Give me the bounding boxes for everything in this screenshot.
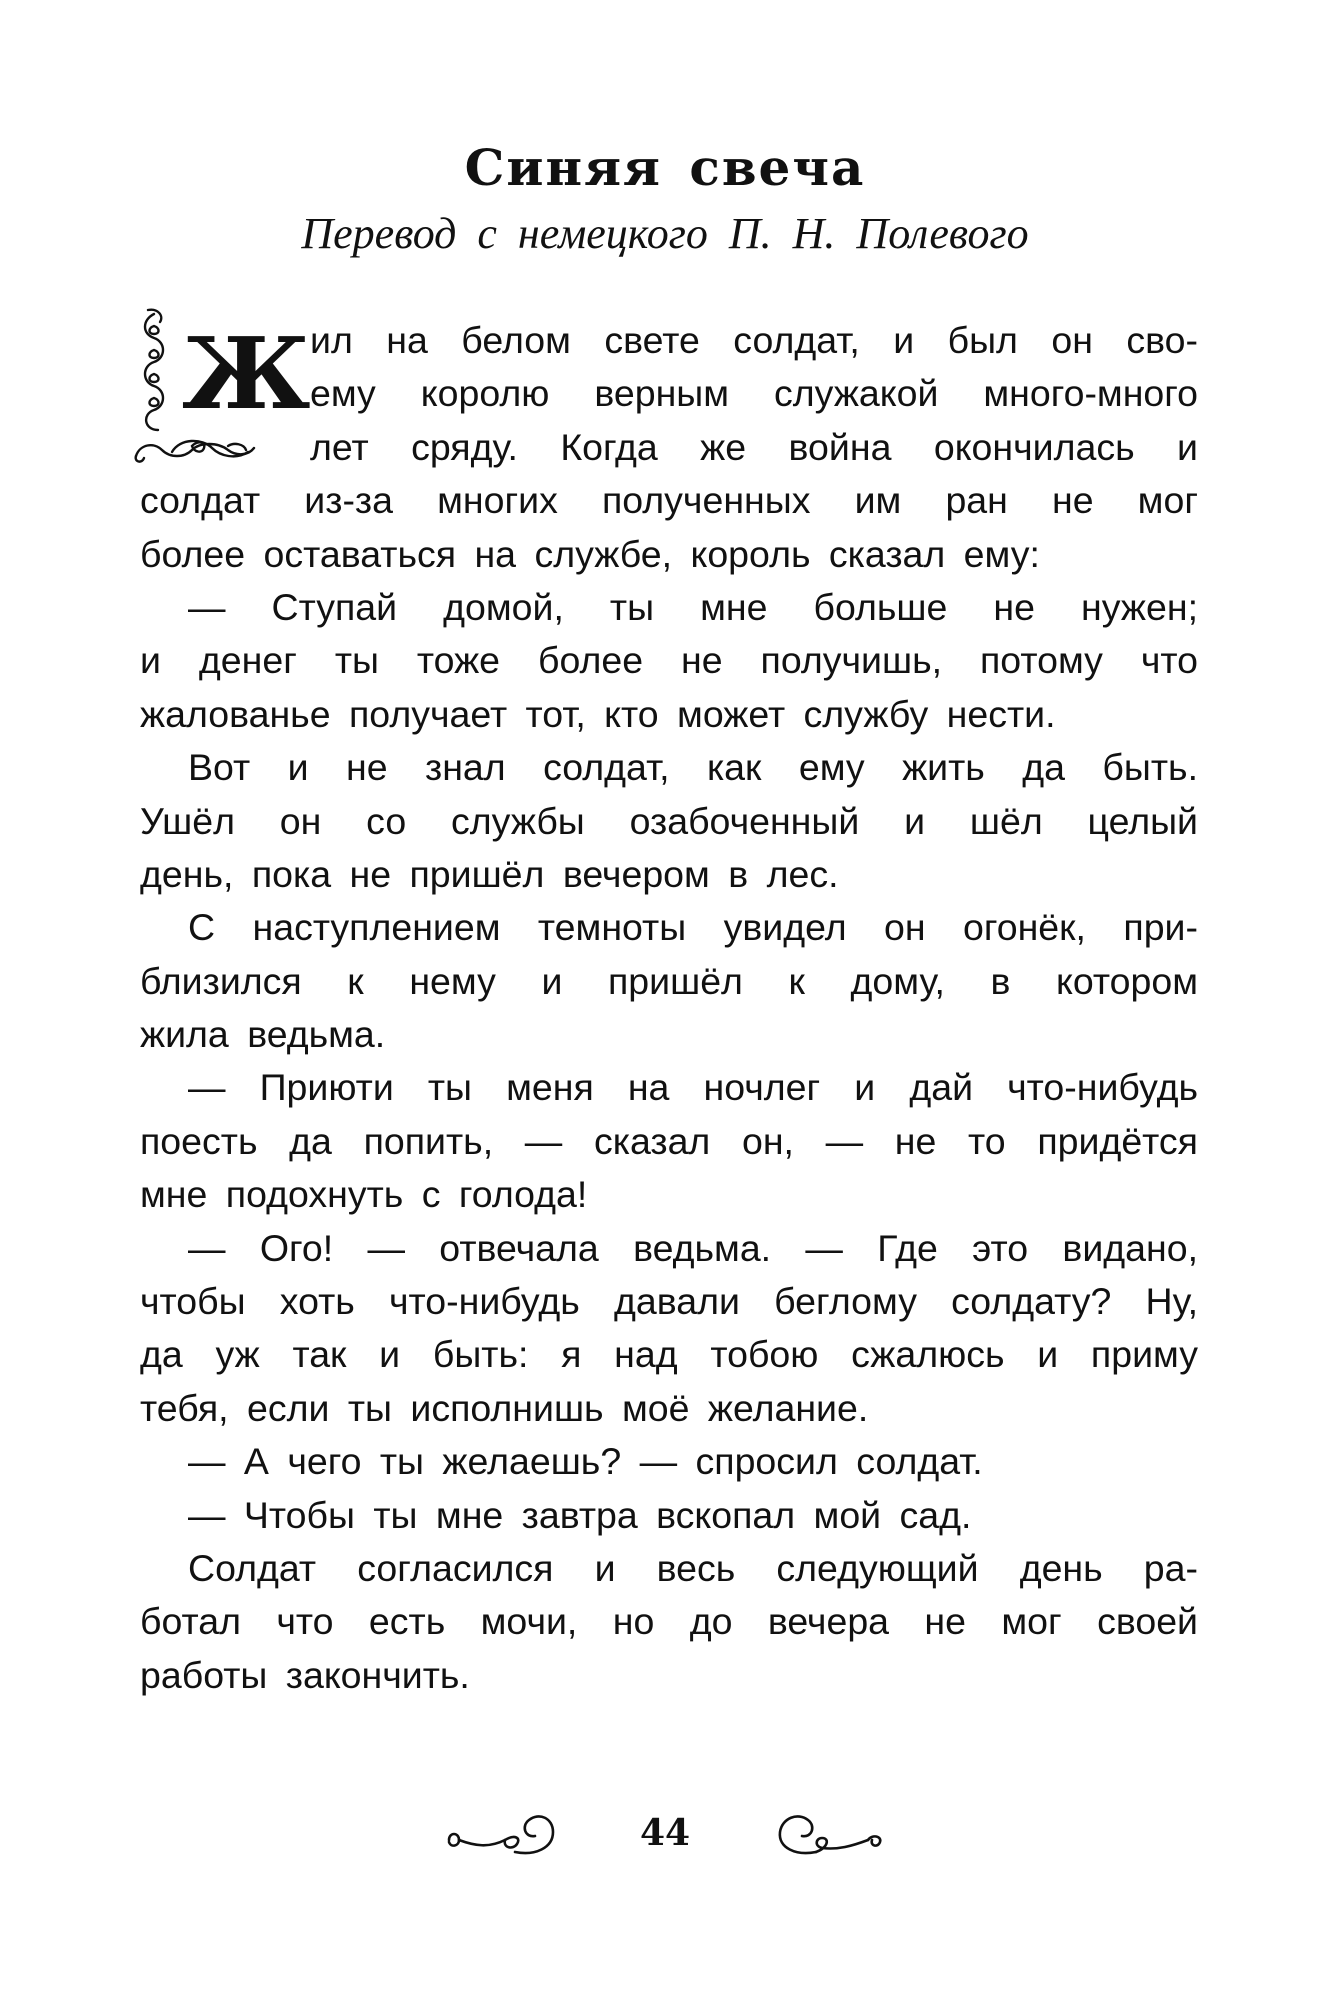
page-footer xyxy=(0,1800,1330,1870)
text-line: поесть да попить, — сказал он, — не то придётся xyxy=(140,1119,1198,1162)
text-line: жила ведьма. xyxy=(140,1013,386,1056)
text-line: ил на белом свете солдат, и был он сво- xyxy=(310,319,1198,361)
text-line: близился к нему и пришёл к дому, в котором xyxy=(140,959,1198,1002)
text-line: лет сряду. Когда же война окончилась и xyxy=(310,425,1198,468)
text-line: — Ого! — отвечала ведьма. — Где это видано, xyxy=(188,1226,1198,1269)
text-line: — Чтобы ты мне завтра вскопал мой сад. xyxy=(188,1493,972,1536)
translator-credit: Перевод с немецкого П. Н. Полевого xyxy=(301,209,1029,258)
story-text xyxy=(140,314,1198,1702)
text-line: и денег ты тоже более не получишь, потому что xyxy=(140,639,1198,682)
text-line: ему королю верным служакой много-много xyxy=(310,372,1198,415)
text-line: жалованье получает тот, кто может службу нести. xyxy=(140,692,1056,735)
text-line: чтобы хоть что-нибудь давали беглому солдату? Ну, xyxy=(140,1280,1198,1323)
page-number: 44 xyxy=(639,1812,691,1854)
text-line: — Ступай домой, ты мне больше не нужен; xyxy=(188,585,1198,628)
swirl-ornament-right-icon xyxy=(768,1808,886,1860)
text-line: — Приюти ты меня на ночлег и дай что-нибудь xyxy=(188,1066,1198,1109)
text-line: солдат из-за многих полученных им ран не мог xyxy=(140,479,1198,522)
text-line: мне подохнуть с голода! xyxy=(140,1173,588,1216)
text-line: день, пока не пришёл вечером в лес. xyxy=(140,852,839,895)
text-line: ботал что есть мочи, но до вечера не мог своей xyxy=(140,1600,1198,1643)
text-line: С наступлением темноты увидел он огонёк, при- xyxy=(188,906,1198,949)
text-line: — А чего ты желаешь? — спросил солдат. xyxy=(188,1440,983,1483)
page-title: Синяя свеча xyxy=(464,138,866,197)
text-line: Ушёл он со службы озабоченный и шёл целый xyxy=(140,799,1198,842)
text-line: тебя, если ты исполнишь моё желание. xyxy=(140,1386,869,1429)
text-line: более оставаться на службе, король сказал ему: xyxy=(140,532,1040,575)
text-line: да уж так и быть: я над тобою сжалюсь и приму xyxy=(140,1333,1198,1376)
text-line: Солдат согласился и весь следующий день ра- xyxy=(188,1546,1198,1589)
text-line: работы закончить. xyxy=(140,1653,470,1696)
dropcap-letter: Ж xyxy=(182,317,311,432)
text-line: Вот и не знал солдат, как ему жить да быть. xyxy=(188,746,1198,789)
